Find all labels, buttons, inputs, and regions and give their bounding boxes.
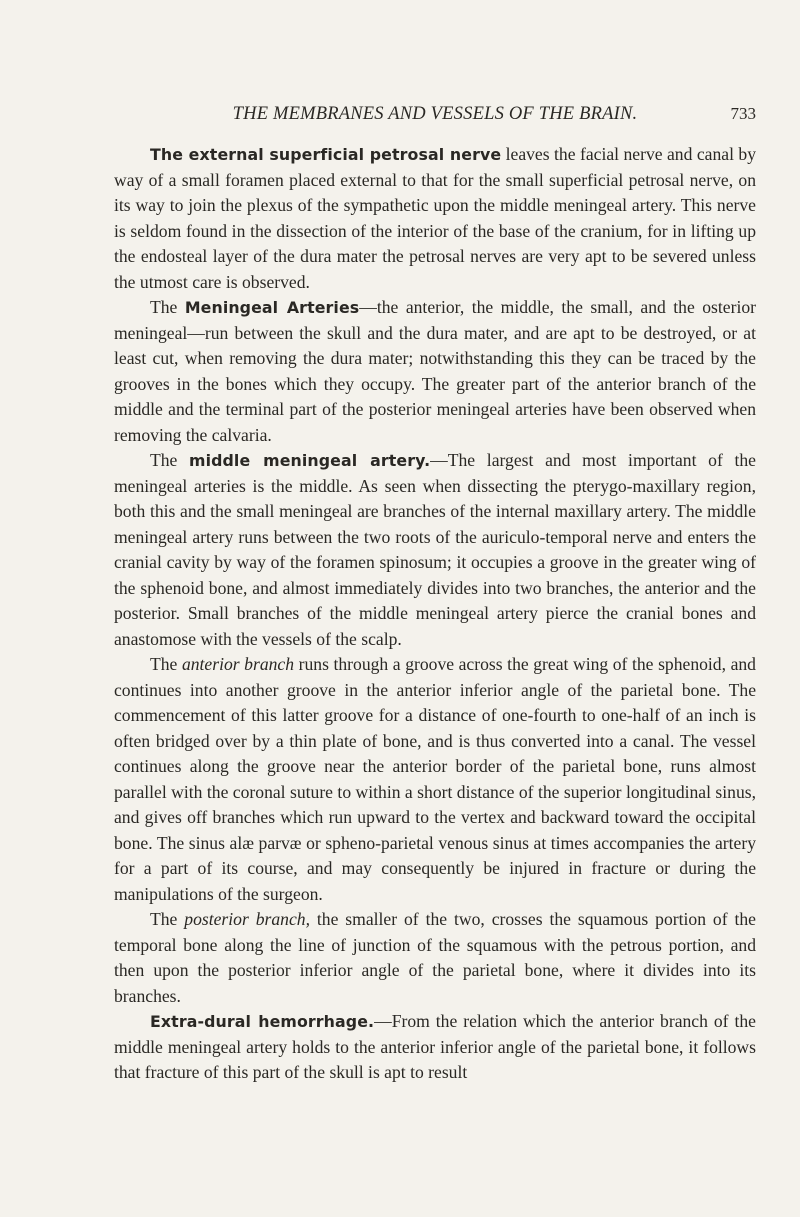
paragraph-text: —From the relation which the anterior branch of the middle meningeal artery holds to the anterior inferior angle of the parietal bone, it follows that fracture of this part of the skull is apt to result [114,1011,756,1082]
paragraph-lead: The [150,450,190,470]
running-title: THE MEMBRANES AND VESSELS OF THE BRAIN. [232,104,638,124]
paragraph-external-superficial-petrosal-nerve [114,142,756,295]
paragraph-heading: Extra-dural hemorrhage. [150,1012,375,1031]
paragraph-anterior-branch [114,652,756,907]
paragraph-text: —the anterior, the middle, the small, and the osterior meningeal—run between the skull and the dura mater, and are apt to be destroyed, or at least cut, when removing the dura mater; notwithstanding this they can be traced by the grooves in the bones which they occupy. The greater part of the anterior branch of the middle and the terminal part of the posterior meningeal arteries have been observed when removing the calvaria. [114,297,756,445]
paragraph-middle-meningeal-artery [114,448,756,652]
paragraph-posterior-branch [114,907,756,1009]
paragraph-extra-dural-hemorrhage [114,1009,756,1086]
paragraph-lead: The [150,297,185,317]
paragraph-text: leaves the facial nerve and canal by way of a small foramen placed external to that for the small superficial petrosal nerve, on its way to join the plexus of the sympathetic upon the middle meningeal artery. This nerve is seldom found in the dissection of the interior of the base of the cranium, for in lifting up the endosteal layer of the dura mater the petrosal nerves are very apt to be severed unless the utmost care is observed. [114,144,757,292]
paragraph-lead: The [150,654,182,674]
paragraph-heading: The external superficial petrosal nerve [150,145,502,164]
paragraph-heading: Meningeal Arteries [184,298,360,317]
paragraph-lead: The [150,909,185,929]
paragraph-emphasis: anterior branch [181,654,295,674]
paragraph-text: the smaller of the two, crosses the squamous portion of the temporal bone along the line of junction of the squamous with the petrous portion, and then upon the posterior inferior angle of the parietal bone, where it divides into its branches. [114,909,756,1006]
paragraph-text: —The largest and most important of the meningeal arteries is the middle. As seen when dissecting the pterygo-maxillary region, both this and the small meningeal are branches of the internal maxillary artery. The middle meningeal artery runs between the two roots of the auriculo-temporal nerve and enters the cranial cavity by way of the foramen spinosum; it occupies a groove in the greater wing of the sphenoid bone, and almost immediately divides into two branches, the anterior and the posterior. Small branches of the middle meningeal artery pierce the cranial bones and anastomose with the vessels of the scalp. [114,450,756,649]
page-number: 733 [730,104,756,123]
paragraph-emphasis: posterior branch, [184,909,310,929]
body-text [114,142,756,1086]
paragraph-heading: middle meningeal artery. [189,451,431,470]
running-head [114,104,756,134]
paragraph-meningeal-arteries [114,295,756,448]
paragraph-text: runs through a groove across the great wing of the sphenoid, and continues into another groove in the anterior inferior angle of the parietal bone. The commencement of this latter groove for a distance of one-fourth to one-half of an inch is often bridged over by a thin plate of bone, and is thus converted into a canal. The vessel continues along the groove near the anterior border of the parietal bone, runs almost parallel with the coronal suture to within a short distance of the superior longitudinal sinus, and gives off branches which run upward to the vertex and backward toward the occipital bone. The sinus alæ parvæ or spheno-parietal venous sinus at times accompanies the artery for a part of its course, and may consequently be injured in fracture or during the manipulations of the surgeon. [114,654,756,904]
